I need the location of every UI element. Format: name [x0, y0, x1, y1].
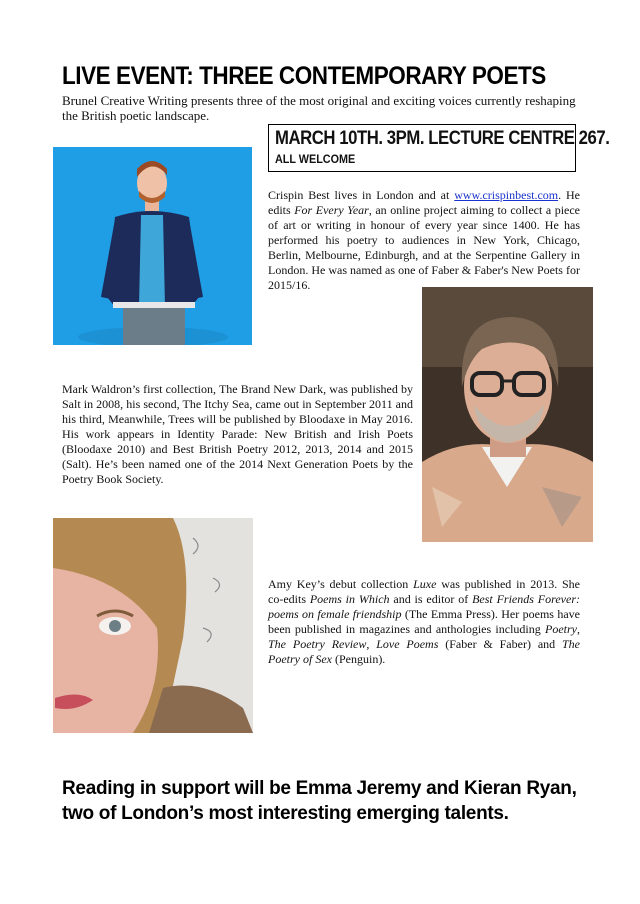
amy-bio-text-7: (Faber & Faber) and: [438, 637, 562, 651]
event-welcome: ALL WELCOME: [275, 152, 356, 166]
amy-bio-text-2: was published in 2013. She co-edits: [268, 577, 580, 606]
crispin-bio: [268, 188, 580, 293]
amy-poetry-review: The Poetry Review: [268, 637, 367, 651]
mark-waldron-photo: [422, 287, 593, 542]
intro-text: Brunel Creative Writing presents three of the most original and exciting voices currently reshaping the British poetic landscape.: [62, 93, 576, 123]
amy-key-photo: [53, 518, 253, 733]
amy-poetry: Poetry: [545, 622, 577, 636]
crispin-project-title: For Every Year: [294, 203, 369, 217]
amy-best-friends-forever: Best Friends Forever: poems on female friendship: [268, 592, 580, 621]
amy-bio-text-8: (Penguin).: [331, 652, 386, 666]
event-date-time-location: MARCH 10TH. 3PM. LECTURE CENTRE 267.: [275, 128, 610, 149]
amy-bio: [268, 577, 580, 667]
amy-bio-text-1: Amy Key’s debut collection: [268, 577, 414, 591]
crispin-best-photo: [53, 147, 252, 345]
mark-bio: Mark Waldron’s first collection, The Brand New Dark, was published by Salt in 2008, his second, The Itchy Sea, came out in September 2011 and his third, Meanwhile, Trees will be published by Bloodaxe in May 2016. His work appears in Identity Parade: New British and Irish Poets (Bloodaxe 2010) and Best British Poetry 2012, 2013, 2014 and 2015 (Salt). He’s been named one of the 2014 Next Generation Poets by the Poetry Book Society.: [62, 382, 413, 486]
event-details-box: [268, 124, 610, 172]
amy-love-poems: Love Poems: [376, 637, 439, 651]
crispin-bio-text-1: Crispin Best lives in London and at: [268, 188, 455, 202]
amy-book-luxe: Luxe: [413, 577, 437, 591]
closing-announcement: Reading in support will be Emma Jeremy and Kieran Ryan, two of London’s most interesting emerging talents.: [62, 778, 577, 824]
amy-bio-text-6: ,: [366, 637, 377, 651]
amy-bio-text-5: ,: [577, 622, 580, 636]
amy-poems-in-which: Poems in Which: [309, 592, 390, 606]
amy-bio-text-4: (The Emma Press). Her poems have been published in magazines and anthologies including: [268, 607, 580, 636]
amy-bio-text-3: and is editor of: [389, 592, 473, 606]
crispin-website-link[interactable]: www.crispinbest.com: [454, 188, 559, 202]
amy-poetry-of-sex: The Poetry of Sex: [268, 637, 580, 666]
crispin-bio-text-2: . He edits: [268, 188, 580, 217]
crispin-bio-text-3: , an online project aiming to collect a piece of art or writing in honour of every year since 1400. He has performed his poetry to audiences in New York, Chicago, Berlin, Melbourne, Edinburgh, and at the Serpentine Gallery in London. He was named as one of Faber & Faber's New Poets for 2015/16.: [268, 203, 581, 292]
page-title: LIVE EVENT: THREE CONTEMPORARY POETS: [62, 62, 546, 90]
